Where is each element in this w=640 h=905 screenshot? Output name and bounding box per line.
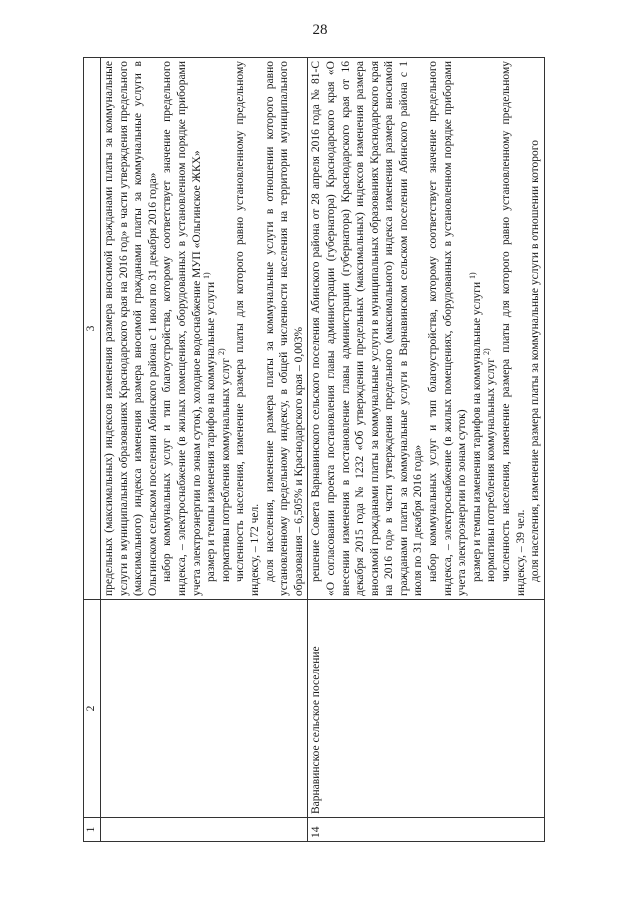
- detail-paragraph: [216, 61, 234, 596]
- detail-paragraph: доля населения, изменение размера платы за коммунальные услуги в отношении которого равно установленному предельному индексу, в общей численности населения на территории муниципального образования – 6,505% и Краснодарского края – 0,003%: [263, 61, 305, 596]
- detail-text: нормативы потребления коммунальных услуг: [485, 357, 498, 582]
- table-row: [101, 58, 308, 842]
- detail-paragraph: численность населения, изменение размера платы для которого равно установленному предельному индексу, – 39 чел.: [500, 61, 527, 596]
- row-number: [101, 818, 308, 842]
- detail-paragraph: предельных (максимальных) индексов изменения размера вносимой гражданами платы за коммунальные услуги в муниципальных образованиях Краснодарского края на 2016 год» в части утверждения предельного (максимального) индекса изменения размера вносимой гражданами платы за коммунальные услуги в Ольгинском сельском поселении Абинского района с 1 июля по 31 декабря 2016 года»: [103, 61, 159, 596]
- footnote-mark: 1): [468, 272, 478, 279]
- rotated-table-container: [83, 58, 581, 842]
- detail-paragraph: набор коммунальных услуг и тип благоустройства, которому соответствует значение предельного индекса, – электроснабжение (в жилых помещениях, оборудованных в установленном порядке приборами учета электроэнергии по зонам суток): [427, 61, 469, 596]
- municipality-name: Варнавинское сельское поселение: [308, 600, 545, 818]
- row-details: [101, 58, 308, 600]
- page-number: 28: [312, 22, 328, 38]
- detail-paragraph: [484, 61, 499, 596]
- header-col-1: 1: [84, 818, 101, 842]
- detail-text: размер и темпы изменения тарифов на коммунальные услуги: [205, 281, 218, 582]
- table-header-row: [84, 58, 101, 842]
- detail-paragraph: решение Совета Варнавинского сельского поселения Абинского района от 28 апреля 2016 года № 81-С «О согласовании проекта постановления главы администрации (губернатора) Краснодарского края «О внесении изменения в постановление главы администрации (губернатора) Краснодарского края от 16 декабря 2015 года № 1232 «Об утверждении предельных (максимальных) индексов изменения размера вносимой гражданами платы за коммунальные услуги в муниципальных образованиях Краснодарского края на 2016 год» в части утверждения предельного (максимального) индекса изменения размера вносимой гражданами платы за коммунальные услуги в Варнавинском сельском поселении Абинского района с 1 июля по 31 декабря 2016 года»: [310, 61, 425, 596]
- row-number: 14: [308, 818, 545, 842]
- footnote-mark: 2): [216, 348, 226, 356]
- detail-text: нормативы потребления коммунальных услуг: [219, 357, 232, 582]
- detail-paragraph: [204, 61, 219, 596]
- detail-paragraph: [470, 61, 485, 596]
- detail-paragraph: доля населения, изменение размера платы за коммунальные услуги в отношении которого: [529, 140, 542, 582]
- header-col-2: 2: [84, 600, 101, 818]
- header-col-3: 3: [84, 58, 101, 600]
- footnote-mark: 2): [482, 348, 492, 356]
- footnote-mark: 1): [202, 272, 212, 279]
- table-row: [308, 58, 545, 842]
- detail-text: размер и темпы изменения тарифов на коммунальные услуги: [470, 281, 483, 582]
- detail-paragraph: набор коммунальных услуг и тип благоустройства, которому соответствует значение предельного индекса, – электроснабжение (в жилых помещениях, оборудованных в установленном порядке приборами учета электроэнергии по зонам суток), холодное водоснабжение МУП «Ольгинское ЖКХ»: [161, 61, 203, 596]
- municipality-table: [83, 57, 545, 842]
- detail-paragraph: численность населения, изменение размера платы для которого равно установленному предельному индексу, – 172 чел.: [234, 61, 261, 596]
- row-details: [308, 58, 545, 600]
- municipality-name: [101, 600, 308, 818]
